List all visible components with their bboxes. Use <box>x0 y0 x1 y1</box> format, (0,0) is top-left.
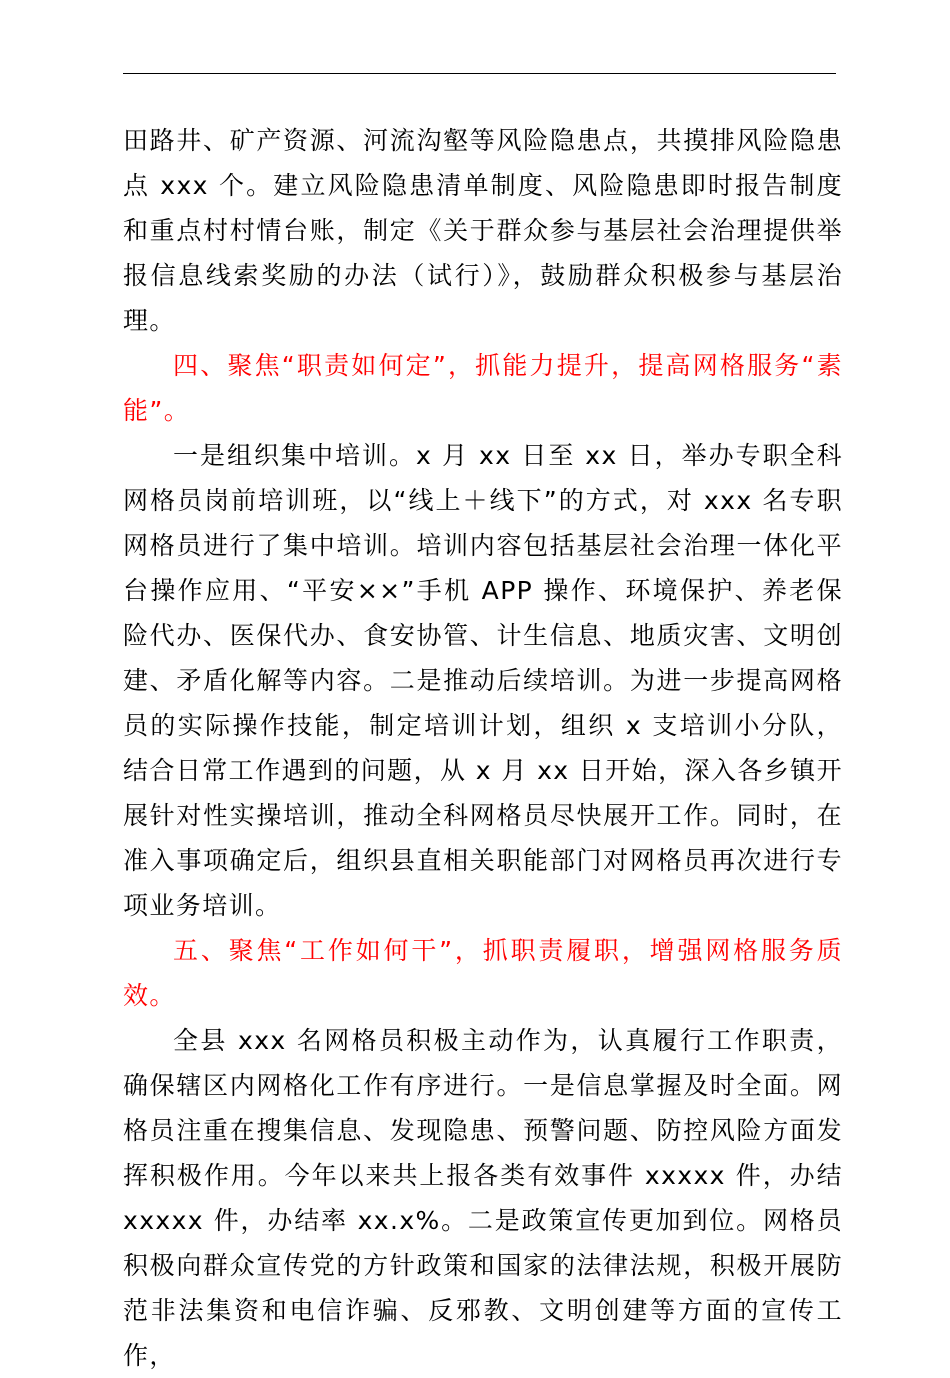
paragraph-training: 一是组织集中培训。x 月 xx 日至 xx 日，举办专职全科网格员岗前培训班，以“线上＋线下”的方式，对 xxx 名专职网格员进行了集中培训。培训内容包括基层社会治理一体化平台操作应用、“平安××”手机 APP 操作、环境保护、养老保险代办、医保代办、食安协管、计生信息、地质灾害、文明创建、矛盾化解等内容。二是推动后续培训。为进一步提高网格员的实际操作技能，制定培训计划，组织 x 支培训小分队，结合日常工作遇到的问题，从 x 月 xx 日开始，深入各乡镇开展针对性实操培训，推动全科网格员尽快展开工作。同时，在准入事项确定后，组织县直相关职能部门对网格员再次进行专项业务培训。 <box>123 441 843 920</box>
header-rule <box>123 73 836 74</box>
section-heading-5: 五、聚焦“工作如何干”，抓职责履职，增强网格服务质效。 <box>123 936 843 1010</box>
section-heading-4: 四、聚焦“职责如何定”，抓能力提升，提高网格服务“素能”。 <box>123 351 843 425</box>
paragraph-duty-performance: 全县 xxx 名网格员积极主动作为，认真履行工作职责，确保辖区内网格化工作有序进行。一是信息掌握及时全面。网格员注重在搜集信息、发现隐患、预警问题、防控风险方面发挥积极作用。今年以来共上报各类有效事件 xxxxx 件，办结 xxxxx 件，办结率 xx.x%。二是政策宣传更加到位。网格员积极向群众宣传党的方针政策和国家的法律法规，积极开展防范非法集资和电信诈骗、反邪教、文明创建等方面的宣传工作， <box>123 1026 843 1370</box>
document-body <box>123 118 843 1378</box>
paragraph-risk-hazards: 田路井、矿产资源、河流沟壑等风险隐患点，共摸排风险隐患点 xxx 个。建立风险隐患清单制度、风险隐患即时报告制度和重点村村情台账，制定《关于群众参与基层社会治理提供举报信息线索奖励的办法（试行）》，鼓励群众积极参与基层治理。 <box>123 126 843 335</box>
